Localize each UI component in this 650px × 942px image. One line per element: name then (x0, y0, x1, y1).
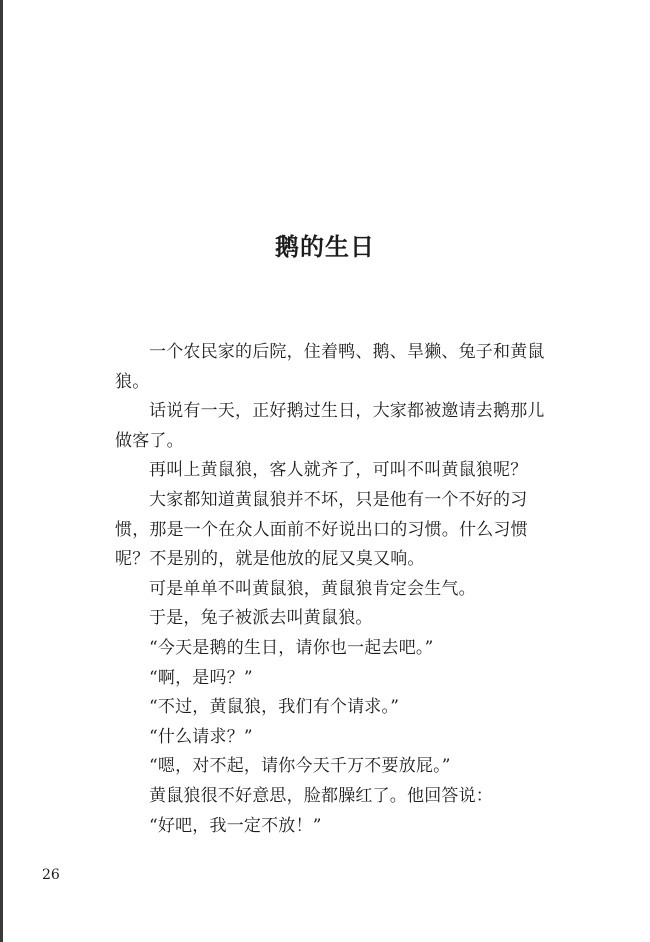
paragraph: 一个农民家的后院，住着鸭、鹅、旱獭、兔子和黄鼠狼。 (115, 342, 545, 392)
paragraph: 再叫上黄鼠狼，客人就齐了，可叫不叫黄鼠狼呢？ (149, 460, 528, 481)
story-body (115, 338, 555, 841)
page-number: 26 (42, 867, 60, 883)
story-title: 鹅的生日 (275, 232, 375, 261)
paragraph: “什么请求？” (149, 726, 253, 747)
paragraph: 大家都知道黄鼠狼并不坏，只是他有一个不好的习惯，那是一个在众人面前不好说出口的习惯。什么习惯呢？不是别的，就是他放的屁又臭又响。 (115, 489, 528, 570)
paragraph: 话说有一天，正好鹅过生日，大家都被邀请去鹅那儿做客了。 (115, 401, 545, 451)
paragraph: “不过，黄鼠狼，我们有个请求。” (149, 697, 400, 718)
page-edge-rule (0, 0, 3, 942)
paragraph: “好吧，我一定不放！” (149, 815, 322, 836)
paragraph: 黄鼠狼很不好意思，脸都臊红了。他回答说： (149, 785, 493, 806)
paragraph: “嗯，对不起，请你今天千万不要放屁。” (149, 756, 451, 777)
paragraph: “啊，是吗？” (149, 667, 253, 688)
paragraph: 可是单单不叫黄鼠狼，黄鼠狼肯定会生气。 (149, 578, 476, 599)
paragraph: “今天是鹅的生日，请你也一起去吧。” (149, 637, 434, 658)
paragraph: 于是，兔子被派去叫黄鼠狼。 (149, 608, 373, 629)
